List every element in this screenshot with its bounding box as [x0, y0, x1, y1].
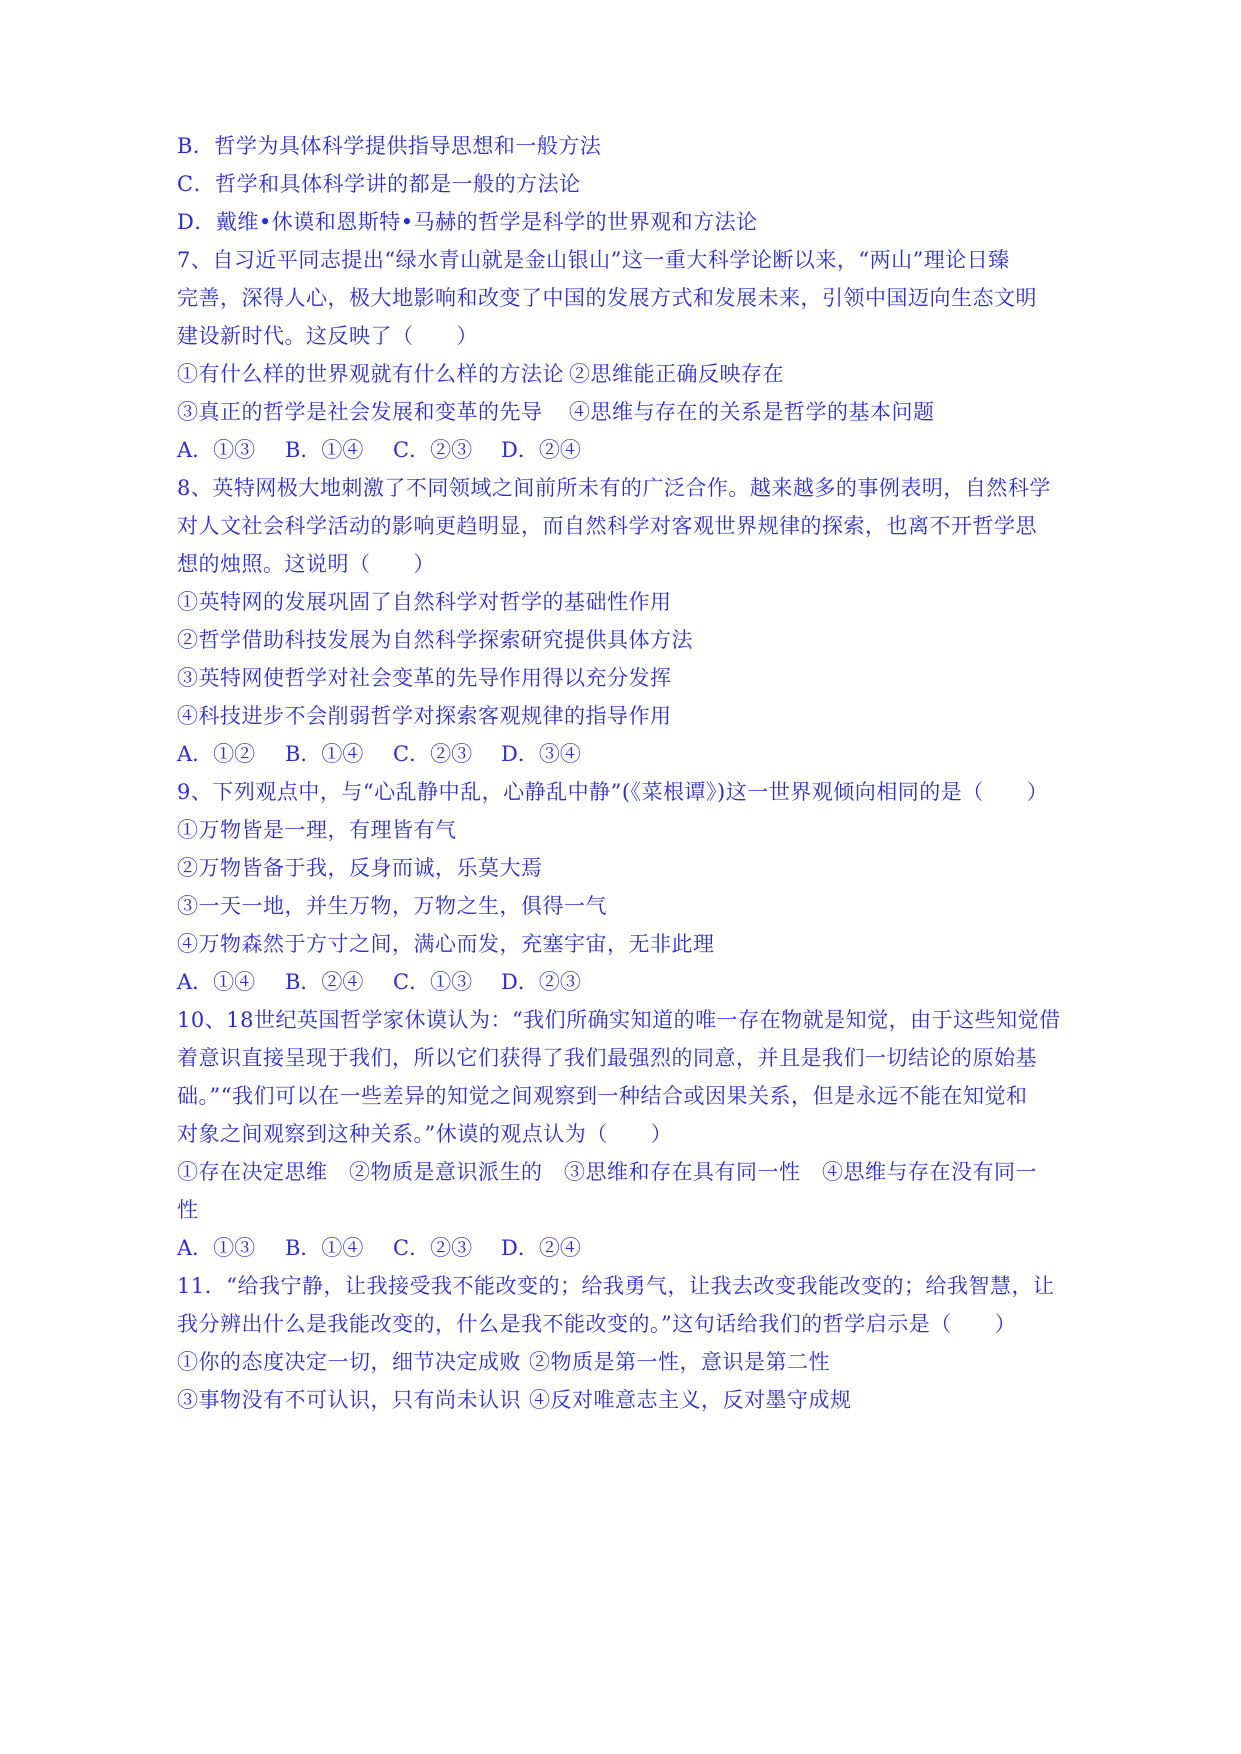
answer-c: C．①③ — [393, 970, 473, 994]
q10-stem-line: 础。”“我们可以在一些差异的知觉之间观察到一种结合或因果关系，但是永远不能在知觉和 — [177, 1084, 1028, 1108]
q11-item-1: ①你的态度决定一切，细节决定成败 — [177, 1350, 521, 1374]
answer-d: D．③④ — [501, 742, 581, 766]
answer-a: A．①② — [177, 742, 256, 766]
q10-items-line: 性 — [177, 1198, 199, 1222]
q7-items-row — [177, 356, 1077, 392]
q8-answers — [177, 736, 777, 772]
q8-item-3: ③英特网使哲学对社会变革的先导作用得以充分发挥 — [177, 666, 672, 690]
answer-d: D．②④ — [501, 438, 581, 462]
q9-answers — [177, 964, 777, 1000]
q6-option-b: B．哲学为具体科学提供指导思想和一般方法 — [177, 134, 602, 158]
answer-b: B．①④ — [285, 438, 364, 462]
q10-stem-line: 对象之间观察到这种关系。”休谟的观点认为（ ） — [177, 1122, 673, 1146]
q9-item-1: ①万物皆是一理，有理皆有气 — [177, 818, 457, 842]
q11-item-4: ④反对唯意志主义，反对墨守成规 — [529, 1388, 852, 1412]
q7-item-4: ④思维与存在的关系是哲学的基本问题 — [569, 400, 935, 424]
q10-answers — [177, 1230, 777, 1266]
q8-stem-line: 8、英特网极大地刺激了不同领域之间前所未有的广泛合作。越来越多的事例表明，自然科学 — [177, 476, 1051, 500]
q11-item-3: ③事物没有不可认识，只有尚未认识 — [177, 1388, 521, 1412]
q11-stem-line: 11．“给我宁静，让我接受我不能改变的；给我勇气，让我去改变我能改变的；给我智慧，让 — [177, 1274, 1055, 1298]
q9-item-3: ③一天一地，并生万物，万物之生，俱得一气 — [177, 894, 607, 918]
q8-item-1: ①英特网的发展巩固了自然科学对哲学的基础性作用 — [177, 590, 672, 614]
q8-stem-line: 想的烛照。这说明（ ） — [177, 552, 435, 576]
q11-item-2: ②物质是第一性，意识是第二性 — [529, 1350, 830, 1374]
q9-item-4: ④万物森然于方寸之间，满心而发，充塞宇宙，无非此理 — [177, 932, 715, 956]
q10-stem-line: 着意识直接呈现于我们，所以它们获得了我们最强烈的同意，并且是我们一切结论的原始基 — [177, 1046, 1037, 1070]
q6-option-c: C．哲学和具体科学讲的都是一般的方法论 — [177, 172, 581, 196]
q11-items-row — [177, 1344, 1077, 1380]
answer-a: A．①④ — [177, 970, 256, 994]
q11-stem-line: 我分辨出什么是我能改变的，什么是我不能改变的。”这句话给我们的哲学启示是（ ） — [177, 1312, 1017, 1336]
q8-stem-line: 对人文社会科学活动的影响更趋明显，而自然科学对客观世界规律的探索，也离不开哲学思 — [177, 514, 1037, 538]
answer-b: B．①④ — [285, 742, 364, 766]
q10-items-line: ①存在决定思维 ②物质是意识派生的 ③思维和存在具有同一性 ④思维与存在没有同一 — [177, 1160, 1037, 1184]
q7-item-1: ①有什么样的世界观就有什么样的方法论 — [177, 362, 564, 386]
q7-item-2: ②思维能正确反映存在 — [569, 362, 784, 386]
answer-c: C．②③ — [393, 438, 473, 462]
q7-items-row — [177, 394, 1077, 430]
q7-answers — [177, 432, 777, 468]
q8-item-2: ②哲学借助科技发展为自然科学探索研究提供具体方法 — [177, 628, 693, 652]
answer-c: C．②③ — [393, 1236, 473, 1260]
answer-b: B．②④ — [285, 970, 364, 994]
q7-stem-line: 7、自习近平同志提出“绿水青山就是金山银山”这一重大科学论断以来，“两山”理论日臻 — [177, 248, 1010, 272]
answer-b: B．①④ — [285, 1236, 364, 1260]
q10-stem-line: 10、18世纪英国哲学家休谟认为：“我们所确实知道的唯一存在物就是知觉，由于这些知觉借 — [177, 1008, 1061, 1032]
q6-option-d: D．戴维•休谟和恩斯特•马赫的哲学是科学的世界观和方法论 — [177, 210, 758, 234]
q11-items-row — [177, 1382, 1077, 1418]
q8-item-4: ④科技进步不会削弱哲学对探索客观规律的指导作用 — [177, 704, 672, 728]
q7-stem-line: 建设新时代。这反映了（ ） — [177, 324, 478, 348]
q9-stem: 9、下列观点中，与“心乱静中乱，心静乱中静”(《菜根谭》)这一世界观倾向相同的是（ ） — [177, 780, 1049, 804]
answer-d: D．②③ — [501, 970, 581, 994]
q7-stem-line: 完善，深得人心，极大地影响和改变了中国的发展方式和发展未来，引领中国迈向生态文明 — [177, 286, 1037, 310]
answer-a: A．①③ — [177, 1236, 256, 1260]
q7-item-3: ③真正的哲学是社会发展和变革的先导 — [177, 400, 543, 424]
answer-c: C．②③ — [393, 742, 473, 766]
q9-item-2: ②万物皆备于我，反身而诚，乐莫大焉 — [177, 856, 543, 880]
answer-d: D．②④ — [501, 1236, 581, 1260]
answer-a: A．①③ — [177, 438, 256, 462]
